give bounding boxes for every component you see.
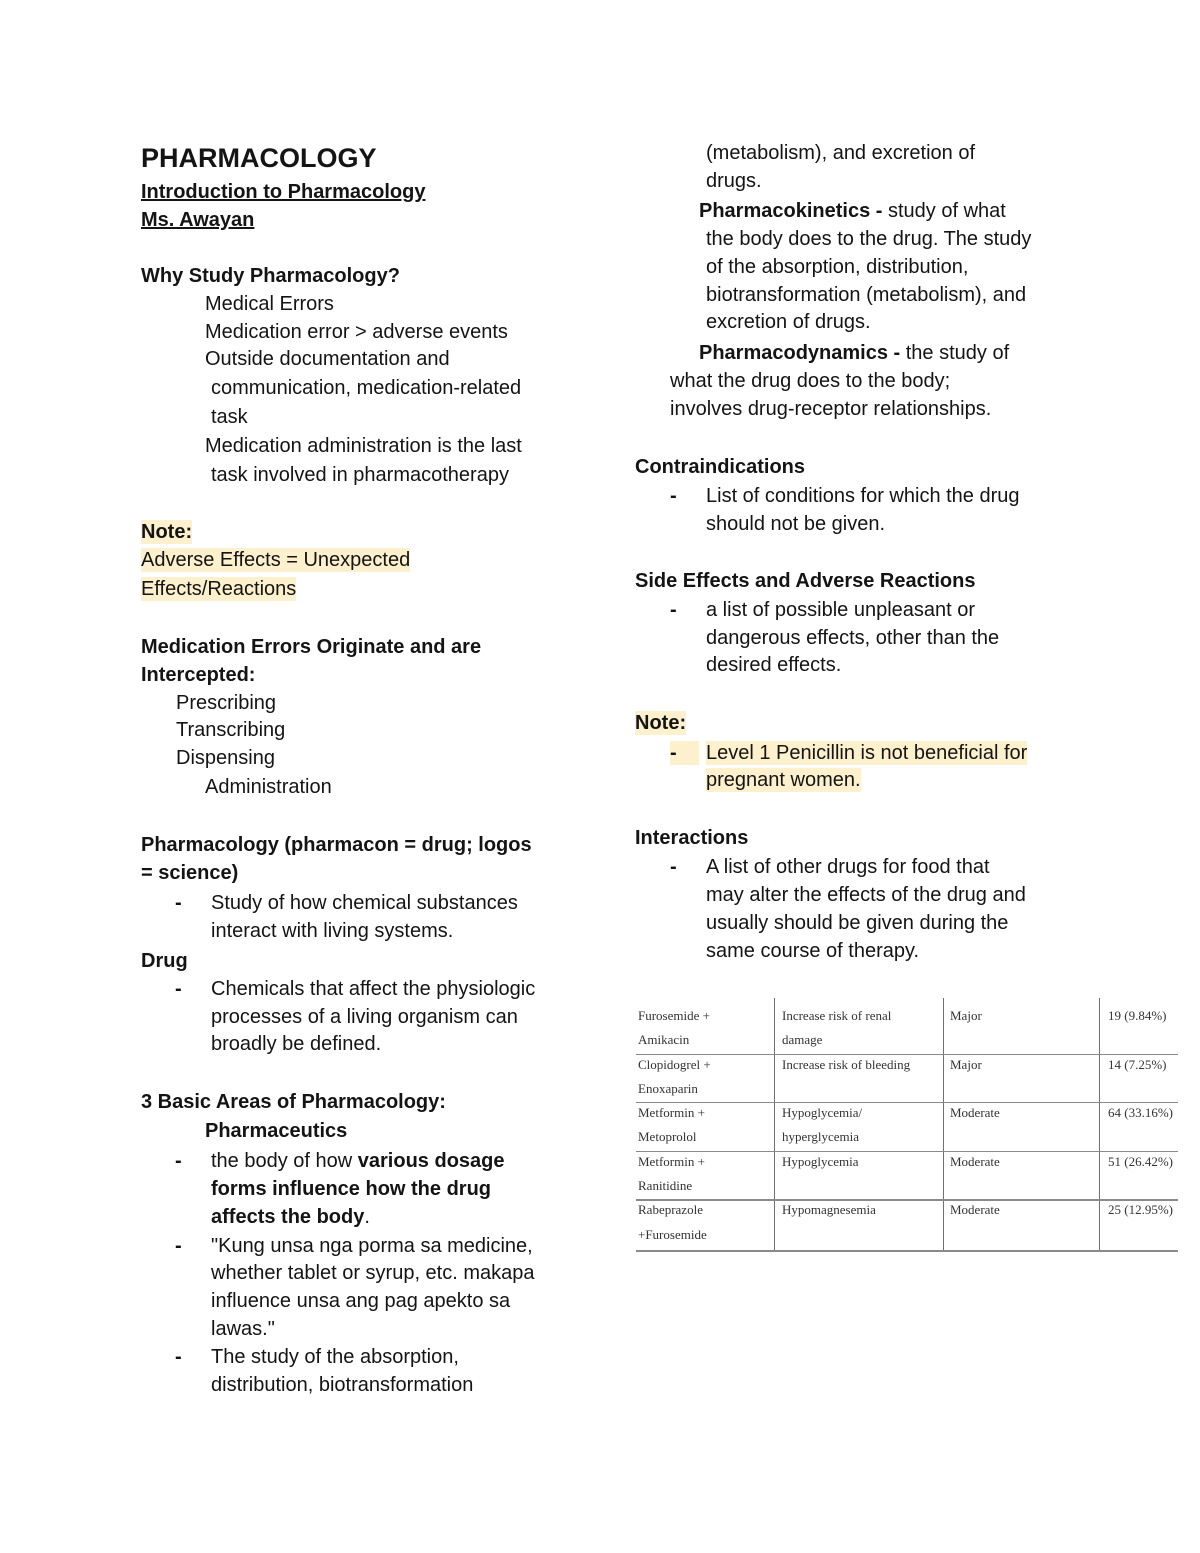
- origin-heading: Intercepted:: [141, 664, 256, 686]
- table-column-divider: [1099, 998, 1100, 1252]
- areas-heading: 3 Basic Areas of Pharmacology:: [141, 1091, 446, 1113]
- bisaya-line: "Kung unsa nga porma sa medicine,: [211, 1235, 533, 1257]
- contraindications-heading: Contraindications: [635, 456, 806, 478]
- bullet-dash: -: [175, 892, 182, 914]
- study-line: distribution, biotransformation: [211, 1374, 474, 1396]
- pharmaceutics-bold-text: affects the body: [211, 1206, 365, 1228]
- table-cell-count: 25 (12.95%): [1108, 1202, 1173, 1217]
- contraindications-line: should not be given.: [706, 513, 886, 535]
- why-line: Outside documentation and: [205, 348, 450, 370]
- interactions-heading: Interactions: [635, 827, 749, 849]
- pharmacokinetics-line: the body does to the drug. The study: [706, 228, 1032, 250]
- bullet-dash: -: [670, 856, 677, 878]
- bullet-dash: -: [175, 1235, 182, 1257]
- interactions-line: A list of other drugs for food that: [706, 856, 990, 878]
- side-effects-line: dangerous effects, other than the: [706, 627, 1000, 649]
- page-title: PHARMACOLOGY: [141, 143, 377, 173]
- pharmacodynamics-term: Pharmacodynamics -: [699, 342, 906, 364]
- drug-line: processes of a living organism can: [211, 1006, 518, 1028]
- drug-heading: Drug: [141, 950, 188, 972]
- table-cell-drug: Enoxaparin: [638, 1081, 698, 1096]
- why-line: task involved in pharmacotherapy: [211, 464, 509, 486]
- note-label: Note:: [141, 521, 193, 543]
- table-cell-effect: damage: [782, 1032, 823, 1047]
- table-cell-count: 64 (33.16%): [1108, 1105, 1173, 1120]
- table-cell-drug: Ranitidine: [638, 1178, 693, 1193]
- table-cell-drug: Clopidogrel +: [638, 1057, 711, 1072]
- origin-item: Dispensing: [176, 747, 275, 769]
- note-line: Effects/Reactions: [141, 578, 297, 600]
- pharmacokinetics-term: Pharmacokinetics -: [699, 200, 888, 222]
- why-line: Medical Errors: [205, 293, 334, 315]
- table-cell-drug: Metformin +: [638, 1154, 705, 1169]
- pharmacology-line: interact with living systems.: [211, 920, 454, 942]
- origin-heading: Medication Errors Originate and are: [141, 636, 482, 658]
- pharmaceutics-heading: Pharmaceutics: [205, 1120, 348, 1142]
- origin-item: Prescribing: [176, 692, 277, 714]
- bisaya-line: lawas.": [211, 1318, 275, 1340]
- pharmacology-line: Study of how chemical substances: [211, 892, 518, 914]
- bisaya-line: whether tablet or syrup, etc. makapa: [211, 1262, 535, 1284]
- interactions-line: same course of therapy.: [706, 940, 920, 962]
- why-line: communication, medication-related: [211, 377, 522, 399]
- table-row-divider: [636, 1199, 1178, 1201]
- table-cell-effect: Hypoglycemia/: [782, 1105, 863, 1120]
- contraindications-line: List of conditions for which the drug: [706, 485, 1020, 507]
- table-row-divider: [636, 1151, 1178, 1152]
- note-line: Adverse Effects = Unexpected: [141, 549, 411, 571]
- note2-line: pregnant women.: [706, 769, 861, 791]
- why-line: Medication error > adverse events: [205, 321, 508, 343]
- table-cell-drug: Rabeprazole: [638, 1202, 703, 1217]
- pharmaceutics-plain-text: .: [364, 1206, 370, 1228]
- continued-line: drugs.: [706, 170, 762, 192]
- why-line: task: [211, 406, 248, 428]
- pharmacodynamics-line: involves drug-receptor relationships.: [670, 398, 992, 420]
- origin-item: Administration: [205, 776, 332, 798]
- pharmacokinetics-line: excretion of drugs.: [706, 311, 871, 333]
- bisaya-line: influence unsa ang pag apekto sa: [211, 1290, 511, 1312]
- drug-interactions-table: [636, 998, 1178, 1252]
- table-column-divider: [943, 998, 944, 1252]
- note2-label: Note:: [635, 712, 687, 734]
- pharmacokinetics-text: study of what: [887, 200, 1006, 222]
- table-cell-effect: Increase risk of bleeding: [782, 1057, 911, 1072]
- pharmaceutics-line: forms influence how the drug: [211, 1178, 492, 1200]
- bullet-dash: -: [670, 599, 677, 621]
- table-cell-severity: Moderate: [950, 1202, 1000, 1217]
- table-cell-drug: +Furosemide: [638, 1227, 707, 1242]
- side-effects-line: a list of possible unpleasant or: [706, 599, 976, 621]
- table-cell-severity: Major: [950, 1008, 982, 1023]
- why-line: Medication administration is the last: [205, 435, 522, 457]
- side-effects-heading: Side Effects and Adverse Reactions: [635, 570, 976, 592]
- page-subtitle: Introduction to Pharmacology: [141, 181, 426, 203]
- teacher-name: Ms. Awayan: [141, 209, 255, 231]
- pharmacodynamics-text: the study of: [905, 342, 1010, 364]
- study-line: The study of the absorption,: [211, 1346, 459, 1368]
- interactions-line: usually should be given during the: [706, 912, 1009, 934]
- pharmaceutics-bold-text: various dosage: [357, 1150, 505, 1172]
- pharmacokinetics-line: of the absorption, distribution,: [706, 256, 969, 278]
- pharmaceutics-line: [211, 1205, 370, 1229]
- bullet-dash: -: [670, 485, 677, 507]
- pharmacology-heading: Pharmacology (pharmacon = drug; logos: [141, 834, 532, 856]
- origin-item: Transcribing: [176, 719, 286, 741]
- table-column-divider: [774, 998, 775, 1252]
- drug-line: broadly be defined.: [211, 1033, 382, 1055]
- table-cell-severity: Moderate: [950, 1105, 1000, 1120]
- table-cell-count: 51 (26.42%): [1108, 1154, 1173, 1169]
- bullet-dash: -: [175, 1346, 182, 1368]
- table-cell-effect: Hypoglycemia: [782, 1154, 859, 1169]
- pharmacokinetics-line: biotransformation (metabolism), and: [706, 284, 1027, 306]
- table-cell-drug: Metoprolol: [638, 1129, 697, 1144]
- pharmacology-heading: = science): [141, 862, 239, 884]
- bullet-dash: -: [670, 741, 699, 765]
- bullet-dash: -: [175, 978, 182, 1000]
- side-effects-line: desired effects.: [706, 654, 842, 676]
- table-row-divider: [636, 1102, 1178, 1103]
- bullet-dash: -: [175, 1150, 182, 1172]
- table-cell-severity: Major: [950, 1057, 982, 1072]
- why-heading: Why Study Pharmacology?: [141, 265, 400, 287]
- table-cell-drug: Metformin +: [638, 1105, 705, 1120]
- continued-line: (metabolism), and excretion of: [706, 142, 976, 164]
- note2-line: Level 1 Penicillin is not beneficial for: [706, 742, 1028, 764]
- table-cell-count: 14 (7.25%): [1108, 1057, 1167, 1072]
- table-cell-count: 19 (9.84%): [1108, 1008, 1167, 1023]
- drug-line: Chemicals that affect the physiologic: [211, 978, 536, 1000]
- pharmacodynamics-line: what the drug does to the body;: [670, 370, 951, 392]
- table-cell-severity: Moderate: [950, 1154, 1000, 1169]
- table-cell-effect: Hypomagnesemia: [782, 1202, 876, 1217]
- pharmaceutics-plain-text: the body of how: [211, 1150, 358, 1172]
- table-cell-drug: Amikacin: [638, 1032, 690, 1047]
- pharmacokinetics-line: [699, 199, 1006, 223]
- pharmaceutics-line: [211, 1149, 505, 1173]
- table-cell-effect: Increase risk of renal: [782, 1008, 892, 1023]
- table-row-divider: [636, 1250, 1178, 1252]
- interactions-line: may alter the effects of the drug and: [706, 884, 1026, 906]
- table-cell-drug: Furosemide +: [638, 1008, 710, 1023]
- pharmacodynamics-line: [699, 341, 1009, 365]
- table-cell-effect: hyperglycemia: [782, 1129, 860, 1144]
